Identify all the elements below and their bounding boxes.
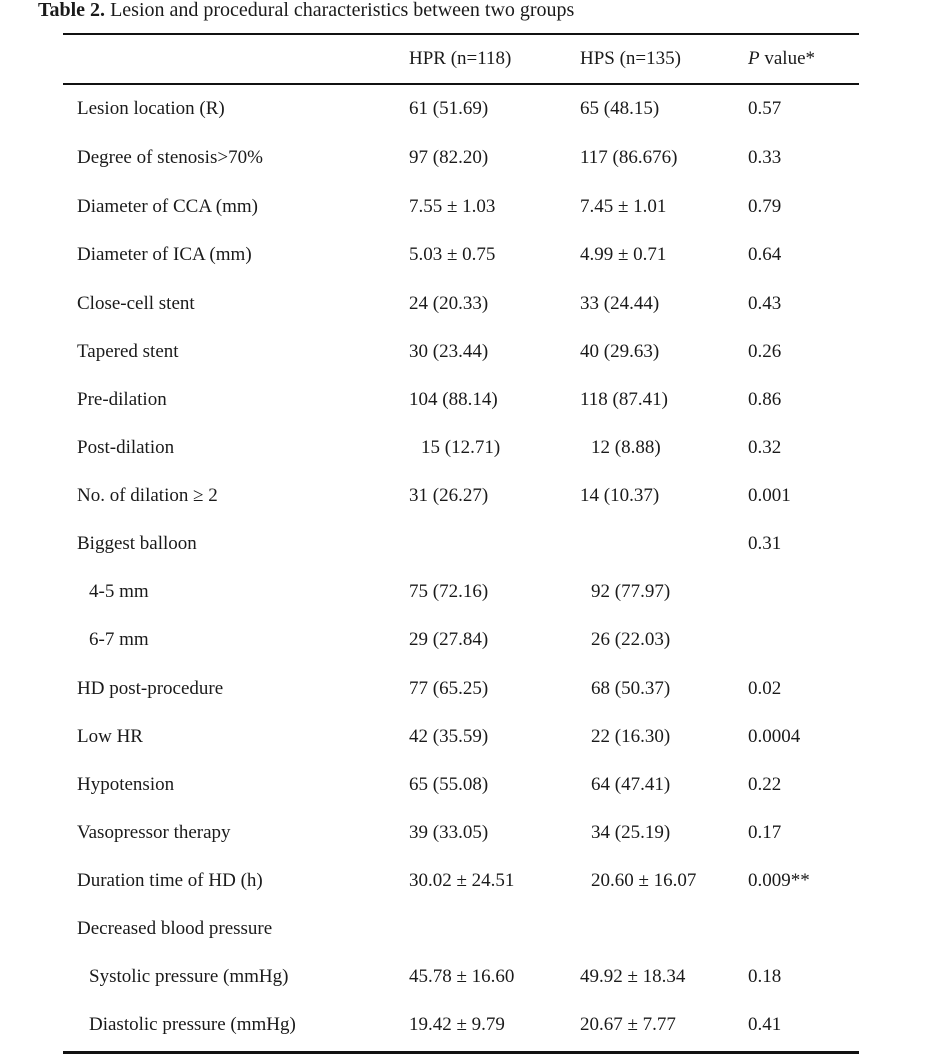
- row-p-value: 0.57: [748, 98, 782, 119]
- row-label: No. of dilation ≥ 2: [77, 485, 218, 506]
- row-hps-value: 12 (8.88): [591, 437, 661, 458]
- row-p-value: 0.22: [748, 774, 782, 795]
- row-hps-value: 20.67 ± 7.77: [580, 1014, 676, 1035]
- row-label: Tapered stent: [77, 341, 179, 362]
- row-label: Degree of stenosis>70%: [77, 147, 263, 168]
- header-hpr: HPR (n=118): [409, 48, 512, 69]
- row-label: Pre-dilation: [77, 389, 167, 410]
- row-hpr-value: 42 (35.59): [409, 726, 489, 747]
- table-caption: [38, 0, 574, 22]
- row-label: Duration time of HD (h): [77, 870, 263, 891]
- row-hps-value: 118 (87.41): [580, 389, 668, 410]
- row-p-value: 0.41: [748, 1014, 782, 1035]
- row-label: Diameter of CCA (mm): [77, 196, 258, 217]
- row-p-value: 0.43: [748, 293, 782, 314]
- table-bottom-rule: [63, 1051, 859, 1054]
- row-hpr-value: 30 (23.44): [409, 341, 489, 362]
- row-hpr-value: 75 (72.16): [409, 581, 489, 602]
- row-p-value: 0.26: [748, 341, 782, 362]
- row-hpr-value: 31 (26.27): [409, 485, 489, 506]
- row-hps-value: 4.99 ± 0.71: [580, 244, 667, 265]
- row-hps-value: 34 (25.19): [591, 822, 671, 843]
- row-label: 4-5 mm: [89, 581, 149, 602]
- row-label: Vasopressor therapy: [77, 822, 231, 843]
- row-label: Decreased blood pressure: [77, 918, 273, 939]
- row-hps-value: 20.60 ± 16.07: [591, 870, 697, 891]
- row-label: Systolic pressure (mmHg): [89, 966, 289, 987]
- row-hps-value: 49.92 ± 18.34: [580, 966, 686, 987]
- row-hpr-value: 15 (12.71): [421, 437, 501, 458]
- table-caption-label: Table 2.: [38, 0, 106, 21]
- row-label: Diastolic pressure (mmHg): [89, 1014, 296, 1035]
- row-label: 6-7 mm: [89, 629, 149, 650]
- row-p-value: 0.02: [748, 678, 782, 699]
- header-hps: HPS (n=135): [580, 48, 681, 69]
- table-caption-text: Lesion and procedural characteristics between two groups: [105, 0, 575, 21]
- row-hpr-value: 45.78 ± 16.60: [409, 966, 515, 987]
- row-hpr-value: 5.03 ± 0.75: [409, 244, 496, 265]
- row-label: Hypotension: [77, 774, 175, 795]
- row-label: Diameter of ICA (mm): [77, 244, 252, 265]
- row-hpr-value: 24 (20.33): [409, 293, 489, 314]
- row-hps-value: 33 (24.44): [580, 293, 660, 314]
- row-label: Post-dilation: [77, 437, 175, 458]
- row-hpr-value: 30.02 ± 24.51: [409, 870, 515, 891]
- row-p-value: 0.31: [748, 533, 782, 554]
- row-p-value: 0.32: [748, 437, 782, 458]
- row-hps-value: 65 (48.15): [580, 98, 660, 119]
- row-label: Close-cell stent: [77, 293, 195, 314]
- row-p-value: 0.17: [748, 822, 782, 843]
- table-top-rule: [63, 33, 859, 35]
- row-p-value: 0.18: [748, 966, 782, 987]
- row-hps-value: 22 (16.30): [591, 726, 671, 747]
- row-hps-value: 26 (22.03): [591, 629, 671, 650]
- row-p-value: 0.001: [748, 485, 791, 506]
- table-header-rule: [63, 83, 859, 85]
- row-p-value: 0.64: [748, 244, 782, 265]
- row-hps-value: 92 (77.97): [591, 581, 671, 602]
- header-p-value: [748, 48, 815, 70]
- row-p-value: 0.33: [748, 147, 782, 168]
- row-p-value: 0.86: [748, 389, 782, 410]
- row-hpr-value: 29 (27.84): [409, 629, 489, 650]
- row-hpr-value: 61 (51.69): [409, 98, 489, 119]
- row-hps-value: 14 (10.37): [580, 485, 660, 506]
- row-label: Lesion location (R): [77, 98, 225, 119]
- header-p-italic: P: [748, 48, 760, 69]
- row-hpr-value: 7.55 ± 1.03: [409, 196, 496, 217]
- row-hpr-value: 19.42 ± 9.79: [409, 1014, 505, 1035]
- row-label: HD post-procedure: [77, 678, 224, 699]
- row-label: Low HR: [77, 726, 143, 747]
- row-p-value: 0.79: [748, 196, 782, 217]
- row-hps-value: 7.45 ± 1.01: [580, 196, 667, 217]
- row-hps-value: 64 (47.41): [591, 774, 671, 795]
- header-p-rest: value*: [759, 48, 816, 69]
- row-hpr-value: 65 (55.08): [409, 774, 489, 795]
- row-label: Biggest balloon: [77, 533, 197, 554]
- row-hpr-value: 104 (88.14): [409, 389, 498, 410]
- row-hpr-value: 77 (65.25): [409, 678, 489, 699]
- row-hpr-value: 97 (82.20): [409, 147, 489, 168]
- row-hps-value: 40 (29.63): [580, 341, 660, 362]
- row-hps-value: 117 (86.676): [580, 147, 678, 168]
- row-p-value: 0.009**: [748, 870, 810, 891]
- row-hps-value: 68 (50.37): [591, 678, 671, 699]
- row-p-value: 0.0004: [748, 726, 801, 747]
- row-hpr-value: 39 (33.05): [409, 822, 489, 843]
